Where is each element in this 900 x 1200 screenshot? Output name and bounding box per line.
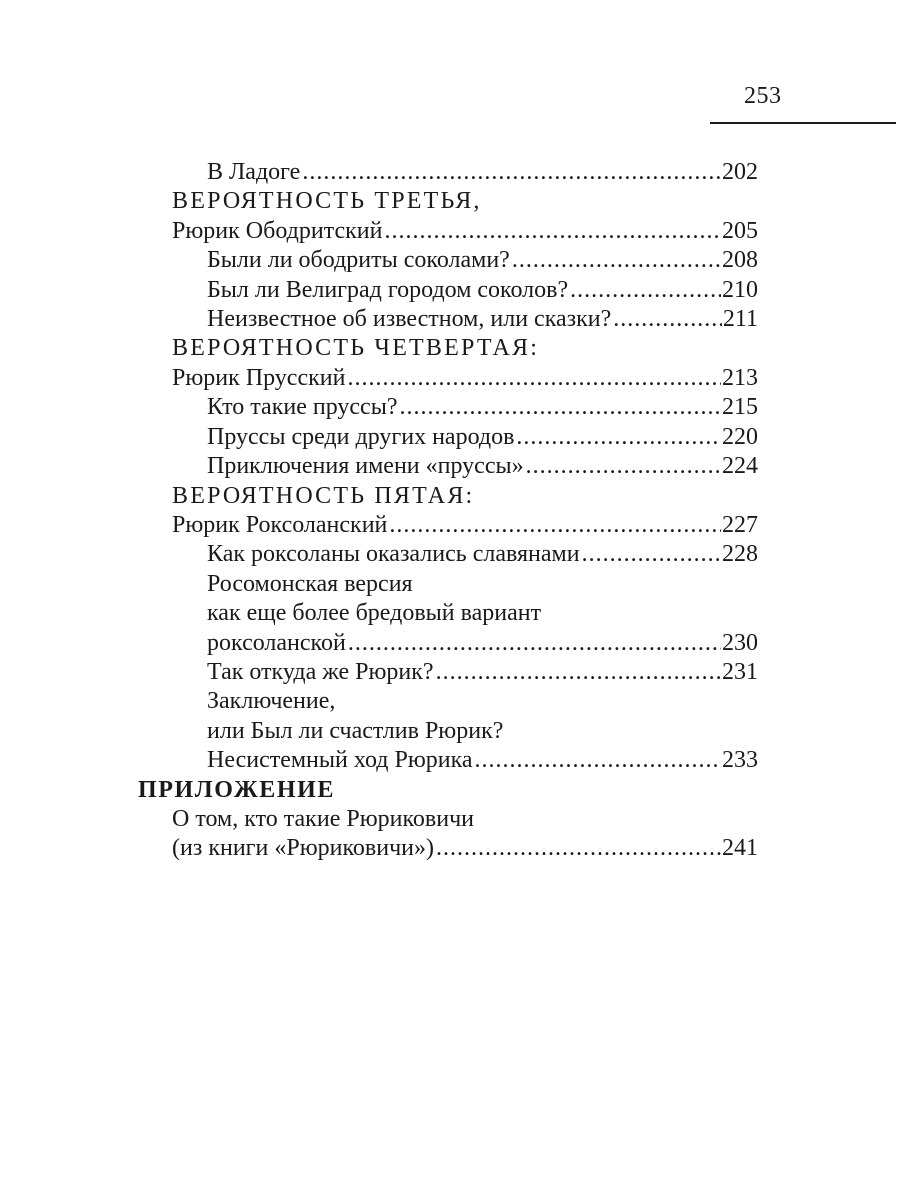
dot-leader <box>436 834 721 863</box>
toc-entry-page: 205 <box>722 218 758 244</box>
toc-entry-title: (из книги «Рюриковичи») <box>172 835 434 861</box>
dot-leader <box>348 629 721 658</box>
toc-entry <box>207 629 758 658</box>
dot-leader <box>570 276 721 305</box>
toc-entry <box>207 305 758 334</box>
toc-entry <box>172 217 758 246</box>
toc-entry-title: Рюрик Роксоланский <box>172 512 388 538</box>
toc-section-heading: ВЕРОЯТНОСТЬ ТРЕТЬЯ, <box>172 188 482 214</box>
toc-entry-title: Кто такие пруссы? <box>207 394 398 420</box>
toc-entry-title: Рюрик Прусский <box>172 365 346 391</box>
toc-entry-title: Как роксоланы оказались славянами <box>207 541 580 567</box>
toc-entry <box>207 540 758 569</box>
toc-entry-title: Приключения имени «пруссы» <box>207 453 524 479</box>
toc-entry-page: 208 <box>722 247 758 273</box>
toc-entry-page: 231 <box>722 659 758 685</box>
toc-entry-title: Были ли ободриты соколами? <box>207 247 510 273</box>
toc-entry-page: 230 <box>722 630 758 656</box>
toc-entry-line: или Был ли счастлив Рюрик? <box>207 718 504 744</box>
toc-entry-page: 220 <box>722 424 758 450</box>
toc-entry-page: 228 <box>722 541 758 567</box>
toc-entry-page: 210 <box>722 277 758 303</box>
toc-entry-line: О том, кто такие Рюриковичи <box>172 806 474 832</box>
dot-leader <box>512 246 721 275</box>
toc-entry <box>207 452 758 481</box>
dot-leader <box>613 305 722 334</box>
toc-entry <box>207 246 758 275</box>
header-rule <box>710 122 896 124</box>
toc-entry <box>172 511 758 540</box>
dot-leader <box>399 393 721 422</box>
toc-entry-title: Пруссы среди других народов <box>207 424 515 450</box>
toc-entry-page: 233 <box>722 747 758 773</box>
toc-entry-line: как еще более бредовый вариант <box>207 600 542 626</box>
toc-entry-line: Заключение, <box>207 688 336 714</box>
dot-leader <box>389 511 721 540</box>
dot-leader <box>582 540 721 569</box>
toc-entry-page: 202 <box>722 159 758 185</box>
dot-leader <box>526 452 721 481</box>
dot-leader <box>516 423 721 452</box>
dot-leader <box>436 658 721 687</box>
toc-entry-title: Рюрик Ободритский <box>172 218 383 244</box>
toc-entry-page: 227 <box>722 512 758 538</box>
dot-leader <box>302 158 721 187</box>
dot-leader <box>347 364 721 393</box>
toc-entry-title: В Ладоге <box>207 159 301 185</box>
toc-entry-page: 213 <box>722 365 758 391</box>
toc-entry-title: Так откуда же Рюрик? <box>207 659 434 685</box>
toc-section-heading: ВЕРОЯТНОСТЬ ПЯТАЯ: <box>172 483 475 509</box>
toc-entry <box>207 393 758 422</box>
toc-entry-page: 215 <box>722 394 758 420</box>
dot-leader <box>384 217 721 246</box>
page-number: 253 <box>744 83 782 109</box>
toc-entry <box>207 746 758 775</box>
toc-entry <box>207 423 758 452</box>
dot-leader <box>475 746 721 775</box>
toc-entry <box>172 364 758 393</box>
toc-entry-page: 211 <box>722 306 758 332</box>
toc-entry <box>207 158 758 187</box>
toc-entry-title: Несистемный ход Рюрика <box>207 747 473 773</box>
toc-entry <box>207 658 758 687</box>
toc-appendix-heading: ПРИЛОЖЕНИЕ <box>138 777 336 803</box>
toc-section-heading: ВЕРОЯТНОСТЬ ЧЕТВЕРТАЯ: <box>172 335 540 361</box>
toc-entry <box>172 834 758 863</box>
toc-entry-title: роксоланской <box>207 630 346 656</box>
toc-entry-page: 224 <box>722 453 758 479</box>
toc-entry <box>207 276 758 305</box>
toc-entry-title: Был ли Велиград городом соколов? <box>207 277 569 303</box>
toc-entry-line: Росомонская версия <box>207 571 413 597</box>
toc-entry-title: Неизвестное об известном, или сказки? <box>207 306 612 332</box>
toc-entry-page: 241 <box>722 835 758 861</box>
